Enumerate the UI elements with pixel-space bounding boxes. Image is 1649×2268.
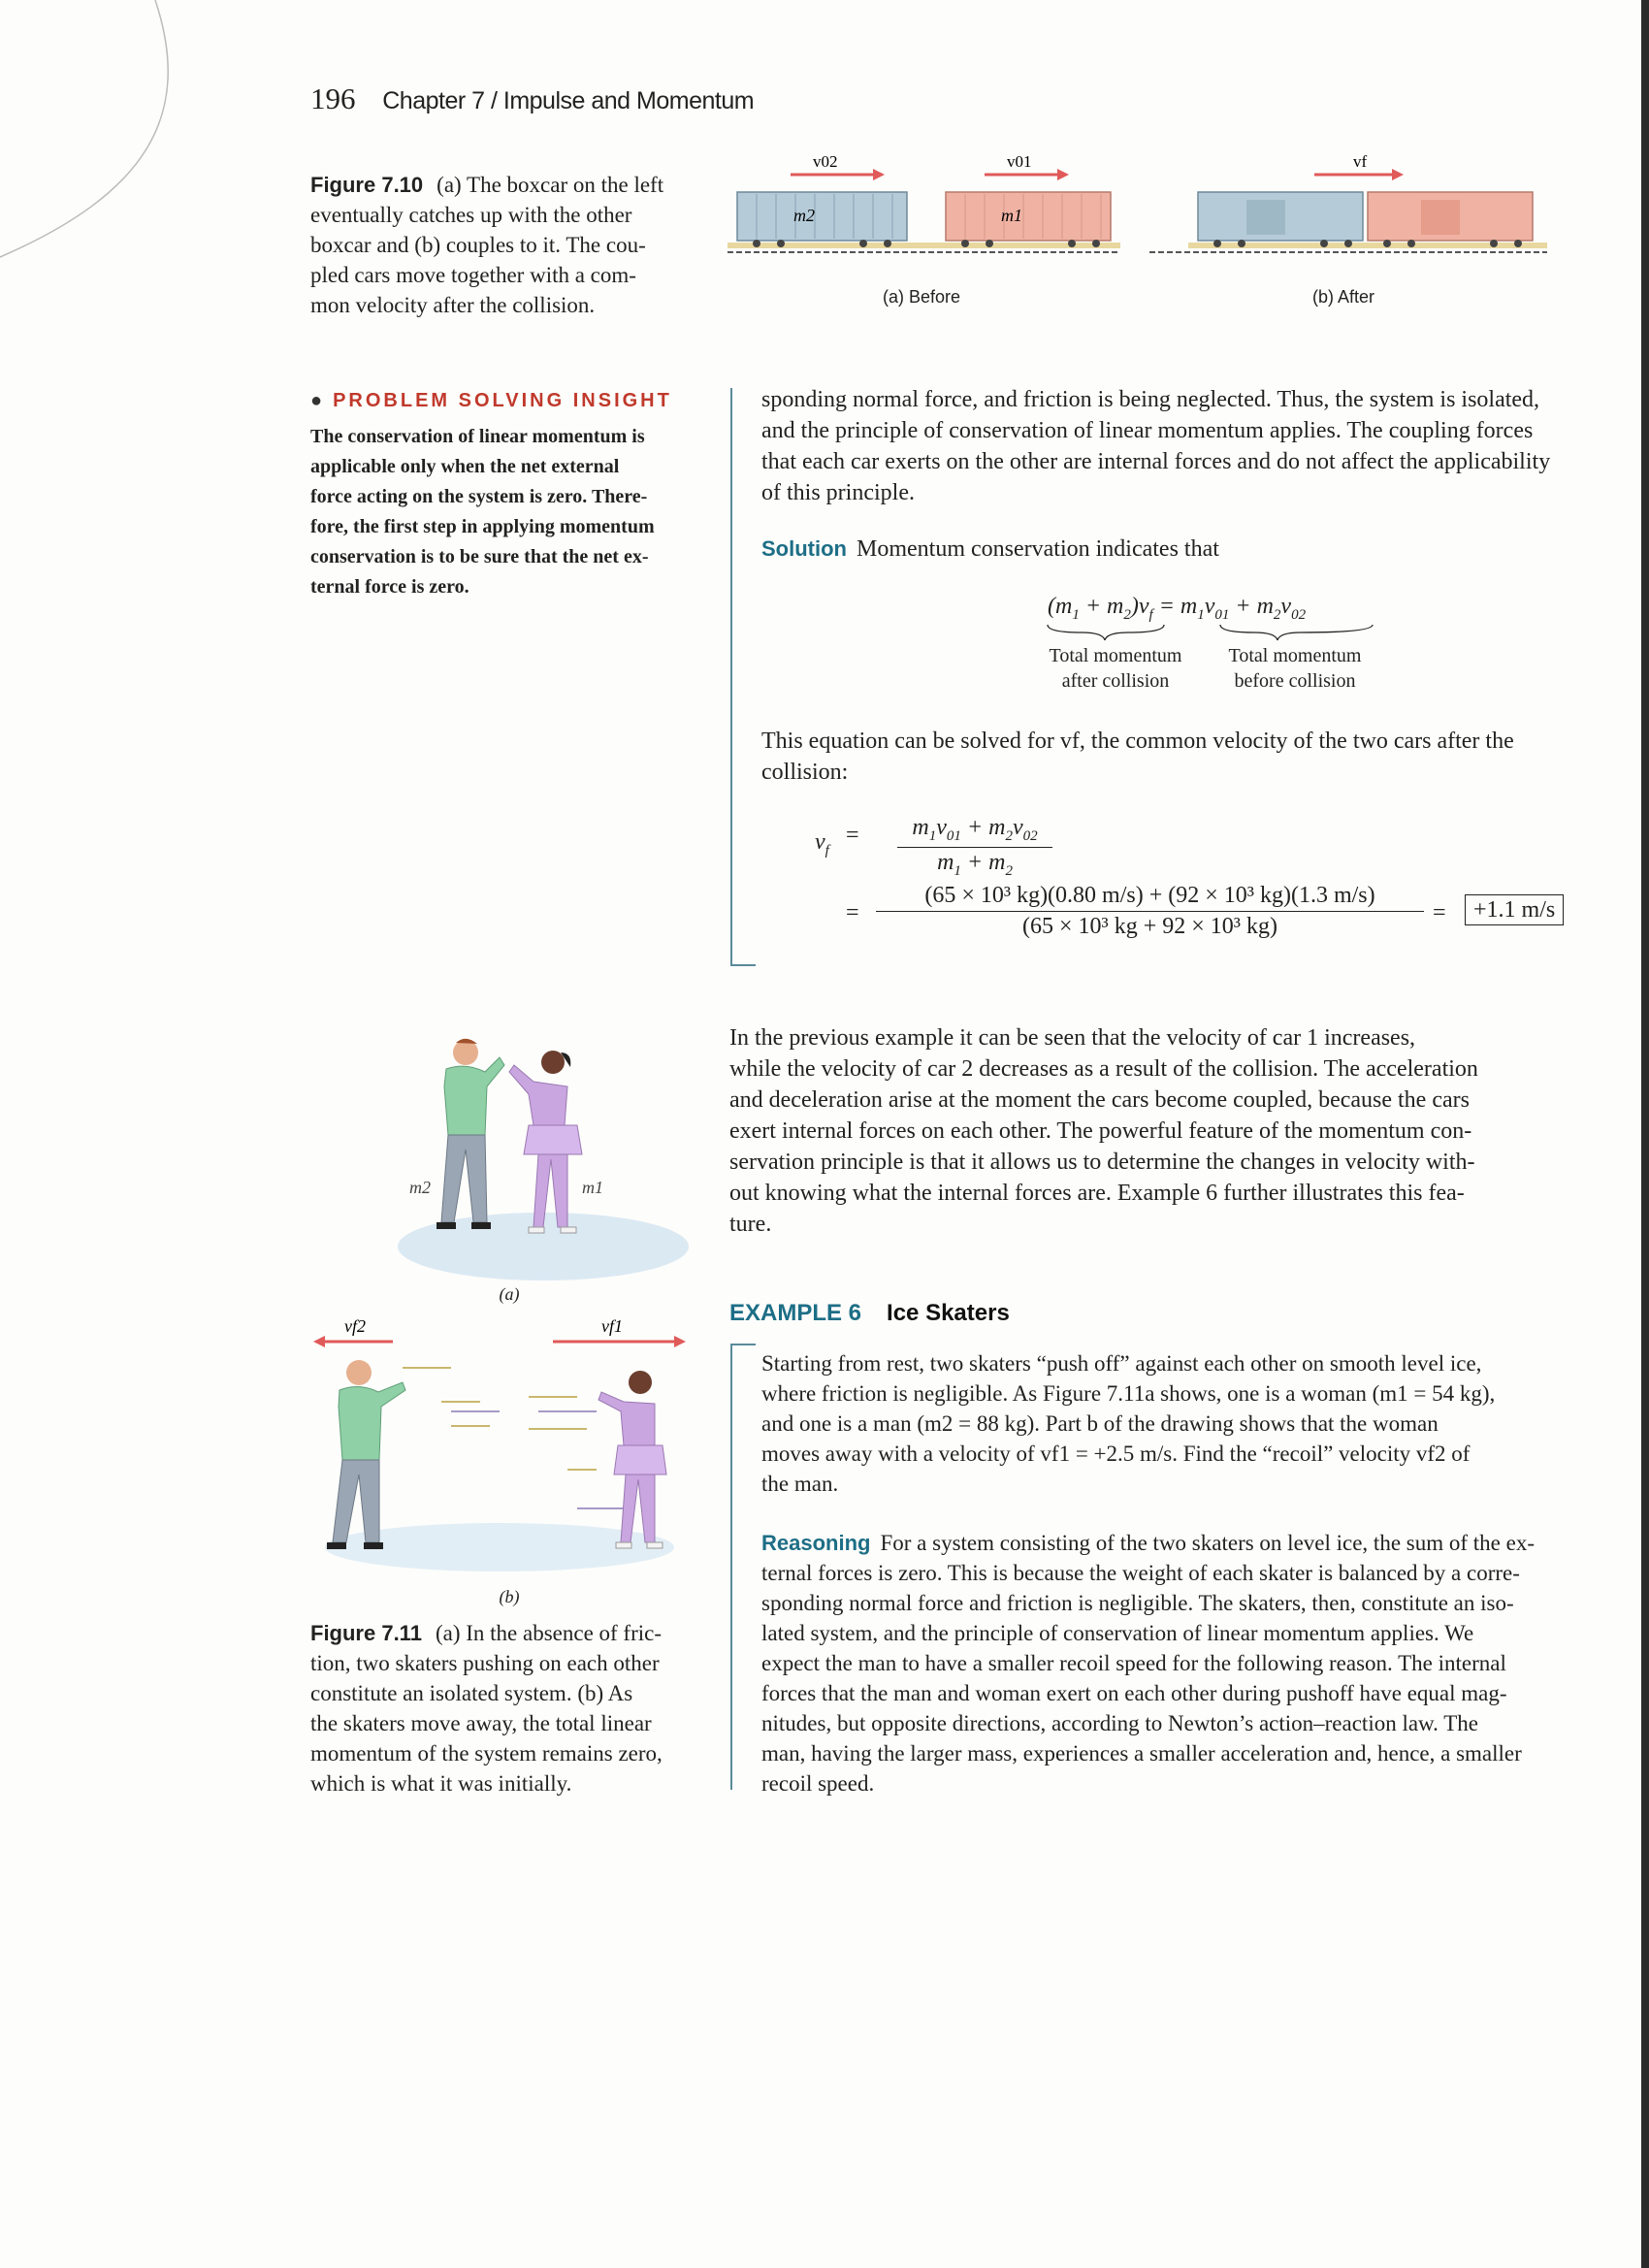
text-line: This equation can be solved for vf, the common velocity of the two cars after the: [761, 729, 1514, 754]
text-line: out knowing what the internal forces are. Example 6 further illustrates this fea-: [729, 1181, 1465, 1206]
numeric-fraction: [876, 883, 1424, 940]
figure-label: Figure 7.11: [310, 1621, 422, 1645]
text-line: ture.: [729, 1212, 772, 1237]
text-line: forces that the man and woman exert on each other during pushoff have equal mag-: [761, 1681, 1507, 1705]
insight-line: force acting on the system is zero. There-: [310, 486, 648, 507]
momentum-conservation-equation: $(m_1 + m_2)v_f = m_1v_{01} + m_2v_{02}$: [1048, 594, 1307, 623]
caption-line: tion, two skaters pushing on each other: [310, 1651, 660, 1675]
caption-line: the skaters move away, the total linear: [310, 1711, 652, 1735]
text-line: moves away with a velocity of vf1 = +2.5 m/s. Find the “recoil” velocity vf2 of: [761, 1442, 1471, 1466]
caption-line: pled cars move together with a com-: [310, 263, 636, 287]
insight-line: ternal force is zero.: [310, 576, 469, 598]
figure-7-11a-label: (a): [499, 1284, 520, 1304]
figure-7-10-caption: [310, 170, 698, 320]
before-panel: [728, 152, 1120, 252]
example-6-title: [729, 1300, 1010, 1327]
text-line: servation principle is that it allows us to determine the changes in velocity with-: [729, 1150, 1475, 1175]
example-6-reasoning: [761, 1528, 1634, 1798]
example-end-bar: [730, 964, 756, 966]
text-line: recoil speed.: [761, 1771, 875, 1796]
page-edge-shadow: [1641, 0, 1649, 2268]
paragraph-solve-vf: [761, 726, 1634, 788]
result-box: [1465, 897, 1564, 923]
woman-skater: [509, 1051, 582, 1233]
figure-label: Figure 7.10: [310, 173, 424, 197]
figure-7-11b-label: (b): [499, 1587, 520, 1606]
problem-solving-insight: [310, 390, 694, 602]
caption-line: eventually catches up with the other: [310, 203, 632, 227]
brace-label-line: after collision: [1061, 670, 1170, 692]
equals-sign: =: [1433, 900, 1446, 925]
example-6-margin-bar: [730, 1344, 732, 1790]
insight-line: conservation is to be sure that the net ex-: [310, 546, 649, 567]
text-line: For a system consisting of the two skaters on level ice, the sum of the ex-: [880, 1531, 1535, 1555]
brace-label-line: before collision: [1234, 670, 1356, 692]
v01-label: v01: [1007, 152, 1032, 171]
text-line: of this principle.: [761, 480, 915, 505]
text-line: and deceleration arise at the moment the cars become coupled, because the cars: [729, 1087, 1470, 1113]
text-line: exert internal forces on each other. The powerful feature of the momentum con-: [729, 1118, 1472, 1144]
symbolic-fraction: $m_1v_{01} + m_2v_{02}$ $m_1 + m_2$: [897, 815, 1052, 880]
boxcar-m2: [737, 192, 907, 241]
example-label: EXAMPLE 6: [729, 1300, 862, 1326]
figure-7-11b-skaters: [306, 1314, 694, 1586]
after-panel: [1149, 152, 1547, 252]
caption-line: boxcar and (b) couples to it. The cou-: [310, 233, 646, 257]
text-line: ternal forces is zero. This is because the weight of each skater is balanced by a corre-: [761, 1561, 1520, 1585]
bullet-icon: ●: [310, 390, 326, 411]
text-line: that each car exerts on the other are internal forces and do not affect the applicability: [761, 449, 1551, 474]
numeric-numerator: (65 × 10³ kg)(0.80 m/s) + (92 × 10³ kg)(1.3 m/s): [876, 883, 1424, 912]
text-line: sponding normal force and friction is negligible. The skaters, then, constitute an iso-: [761, 1591, 1514, 1615]
insight-line: fore, the first step in applying momentum: [310, 516, 655, 537]
page-number: 196: [310, 81, 356, 115]
brace-label-after: [1033, 643, 1198, 694]
example-6-problem: [761, 1348, 1634, 1499]
brace-label-before: [1212, 643, 1377, 694]
text-line: man, having the larger mass, experiences a smaller acceleration and, hence, a smaller: [761, 1741, 1522, 1766]
solution-text: Momentum conservation indicates that: [856, 536, 1219, 562]
example-name: Ice Skaters: [887, 1300, 1010, 1326]
equals-sign: =: [846, 900, 859, 925]
vf1-label: vf1: [601, 1316, 623, 1336]
man-skater: [436, 1039, 504, 1229]
numeric-denominator: (65 × 10³ kg + 92 × 10³ kg): [1022, 914, 1277, 939]
m2-car-label: m2: [793, 206, 815, 225]
brace-label-line: Total momentum: [1228, 645, 1362, 666]
insight-heading: PROBLEM SOLVING INSIGHT: [333, 390, 672, 411]
caption-line: mon velocity after the collision.: [310, 293, 596, 317]
reasoning-label: Reasoning: [761, 1531, 871, 1555]
vf-symbol: $v_f$: [815, 829, 829, 859]
figure-7-10-before-label: (a) Before: [882, 287, 961, 307]
m2-label: m2: [409, 1178, 431, 1197]
insight-line: applicable only when the net external: [310, 456, 620, 477]
man-skater-moving: [327, 1360, 405, 1549]
caption-line: (a) In the absence of fric-: [435, 1621, 663, 1645]
text-line: In the previous example it can be seen that the velocity of car 1 increases,: [729, 1025, 1416, 1051]
m1-car-label: m1: [1001, 206, 1022, 225]
vf2-label: vf2: [344, 1316, 366, 1336]
caption-line: constitute an isolated system. (b) As: [310, 1681, 633, 1705]
text-line: nitudes, but opposite directions, according to Newton’s action–reaction law. The: [761, 1711, 1479, 1735]
text-line: while the velocity of car 2 decreases as a result of the collision. The acceleration: [729, 1056, 1478, 1082]
boxcar-m1: [946, 192, 1111, 241]
woman-skater-moving: [598, 1371, 666, 1548]
text-line: the man.: [761, 1472, 839, 1496]
text-line: and one is a man (m2 = 88 kg). Part b of the drawing shows that the woman: [761, 1411, 1439, 1436]
caption-line: (a) The boxcar on the left: [436, 173, 664, 197]
figure-7-10-boxcars: [718, 146, 1610, 320]
text-line: and the principle of conservation of linear momentum applies. The coupling forces: [761, 418, 1534, 443]
chapter-title: Chapter 7 / Impulse and Momentum: [382, 87, 755, 114]
figure-7-11a-skaters: [388, 1028, 698, 1310]
text-line: Starting from rest, two skaters “push off” against each other on smooth level ice,: [761, 1351, 1482, 1376]
text-line: collision:: [761, 760, 849, 785]
text-line: sponding normal force, and friction is being neglected. Thus, the system is isolated,: [761, 387, 1540, 412]
insight-line: The conservation of linear momentum is: [310, 426, 645, 447]
v02-label: v02: [813, 152, 838, 171]
page-curl-decoration: [0, 0, 194, 281]
example-margin-bar: [730, 388, 732, 965]
caption-line: momentum of the system remains zero,: [310, 1741, 663, 1766]
text-line: expect the man to have a smaller recoil speed for the following reason. The internal: [761, 1651, 1506, 1675]
result-value: +1.1 m/s: [1465, 894, 1564, 925]
caption-line: which is what it was initially.: [310, 1771, 572, 1796]
solution-line: [761, 534, 1634, 565]
solution-label: Solution: [761, 536, 847, 561]
page-header: [310, 81, 754, 116]
figure-7-10-after-label: (b) After: [1311, 287, 1375, 307]
text-line: lated system, and the principle of conservation of linear momentum applies. We: [761, 1621, 1474, 1645]
paragraph-isolated-system: [761, 384, 1634, 508]
equation-braces: [1043, 623, 1392, 642]
vf-label: vf: [1353, 152, 1368, 171]
figure-7-11-caption: [310, 1618, 698, 1798]
paragraph-previous-example: [729, 1022, 1634, 1240]
m1-label: m1: [582, 1178, 603, 1197]
brace-label-line: Total momentum: [1049, 645, 1182, 666]
text-line: where friction is negligible. As Figure 7.11a shows, one is a woman (m1 = 54 kg),: [761, 1381, 1496, 1406]
equals-sign: =: [846, 823, 859, 848]
example-6-top-bar: [730, 1344, 756, 1345]
